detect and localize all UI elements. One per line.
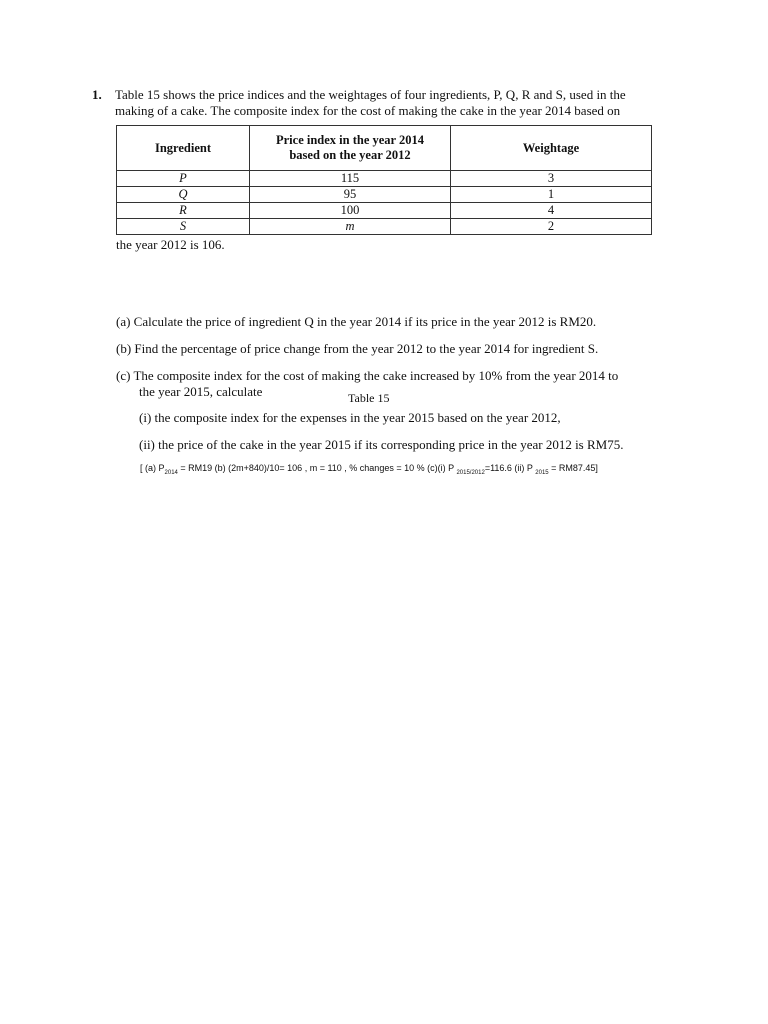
answer-c-value1: =116.6 (ii) P (484, 463, 536, 473)
table-row (117, 203, 652, 219)
cell-ingredient: P (117, 171, 250, 187)
cell-weightage: 2 (451, 219, 652, 235)
cell-ingredient: R (117, 203, 250, 219)
price-index-table (116, 125, 652, 235)
table-row (117, 171, 652, 187)
answer-key (140, 463, 598, 476)
part-c-line2: the year 2015, calculate (139, 384, 263, 399)
part-a: (a) Calculate the price of ingredient Q in the year 2014 if its price in the year 2012 is RM20. (116, 314, 597, 329)
cell-ingredient: S (117, 219, 250, 235)
cell-ingredient: Q (117, 187, 250, 203)
cell-weightage: 3 (451, 171, 652, 187)
answer-c-sub1: 2015/2012 (456, 469, 485, 476)
intro-line-3: the year 2012 is 106. (116, 237, 225, 252)
intro-line-2: making of a cake. The composite index for the cost of making the cake in the year 2014 based on (115, 103, 621, 118)
part-b: (b) Find the percentage of price change from the year 2012 to the year 2014 for ingredient S. (116, 341, 599, 356)
answer-a-value: = RM19 (b) (2m+840)/10= 106 , m = 110 , % changes = 10 % (c)(i) P (177, 463, 457, 473)
intro-line-1: Table 15 shows the price indices and the weightages of four ingredients, P, Q, R and S, used in the (115, 87, 626, 102)
cell-index: 115 (250, 171, 451, 187)
answer-a-prefix: [ (a) P (140, 463, 165, 473)
part-c-i: (i) the composite index for the expenses in the year 2015 based on the year 2012, (139, 410, 561, 425)
part-c-line1: (c) The composite index for the cost of making the cake increased by 10% from the year 2014 to (116, 368, 619, 383)
answer-c-sub2: 2015 (535, 469, 549, 476)
header-weightage: Weightage (451, 126, 652, 171)
header-ingredient: Ingredient (117, 126, 250, 171)
cell-weightage: 1 (451, 187, 652, 203)
cell-weightage: 4 (451, 203, 652, 219)
table-caption: Table 15 (348, 391, 390, 405)
table-header-row (117, 126, 652, 171)
cell-index: 95 (250, 187, 451, 203)
table-row (117, 219, 652, 235)
cell-index: 100 (250, 203, 451, 219)
header-price-index-line2: based on the year 2012 (289, 148, 411, 162)
header-price-index-line1: Price index in the year 2014 (275, 133, 424, 147)
cell-index: m (250, 219, 451, 235)
header-price-index (250, 126, 451, 171)
answer-c-value2: = RM87.45] (548, 463, 598, 473)
answer-a-sub: 2014 (164, 469, 178, 476)
question-number: 1. (92, 87, 102, 102)
question-intro (115, 87, 677, 119)
table-row (117, 187, 652, 203)
part-c-ii: (ii) the price of the cake in the year 2015 if its corresponding price in the year 2012 is RM75. (139, 437, 624, 452)
